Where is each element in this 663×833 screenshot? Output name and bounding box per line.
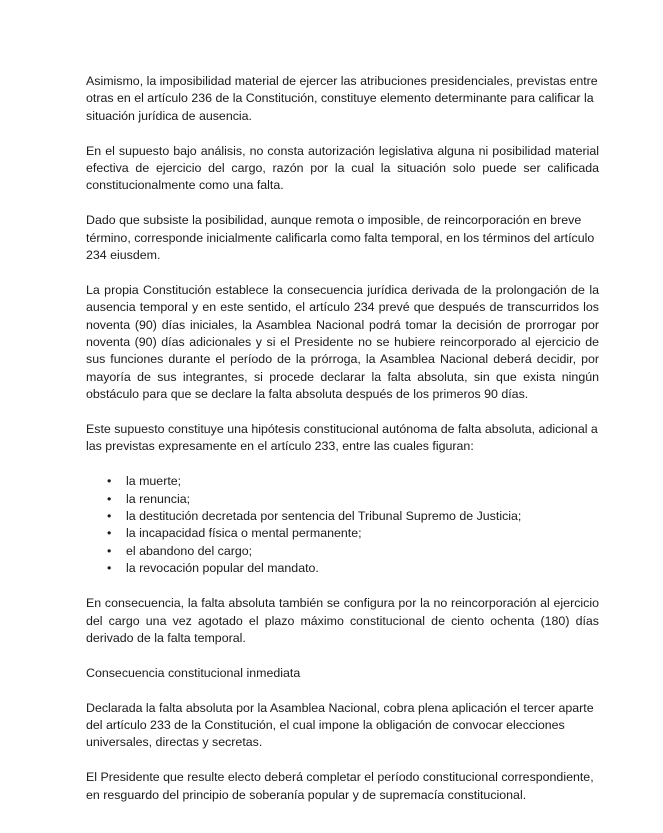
list-item-text: la destitución decretada por sentencia del Tribunal Supremo de Justicia; xyxy=(126,509,522,524)
section-heading: Consecuencia constitucional inmediata xyxy=(86,665,301,680)
paragraph-prolongacion-ausencia: La propia Constitución establece la consecuencia jurídica derivada de la prolongación de la ausencia temporal y en este sentido, el artículo 234 prevé que después de transcurridos los noventa (90) días iniciales, la Asamblea Nacional podrá tomar la decisión de prorrogar por noventa (90) días adicionales y si el Presidente no se hubiere reincorporado al ejercicio de sus funciones durante el período de la prórroga, la Asamblea Nacional deberá decidir, por mayoría de sus integrantes, si procede declarar la falta absoluta, sin que exista ningún obstáculo para que se declare la falta absoluta después de los primeros 90 días. xyxy=(86,282,599,402)
list-item xyxy=(86,473,599,490)
paragraph-supuesto-analisis: En el supuesto bajo análisis, no consta autorización legislativa alguna ni posibilidad material efectiva de ejercicio del cargo, razón por la cual la situación solo puede ser calificada constitucionalmente como una falta. xyxy=(86,143,599,193)
list-item xyxy=(86,508,599,525)
paragraph-convocar-elecciones: Declarada la falta absoluta por la Asamblea Nacional, cobra plena aplicación el tercer aparte del artículo 233 de la Constitución, el cual impone la obligación de convocar elecciones universales, directas y secretas. xyxy=(86,700,594,750)
bullet-icon: • xyxy=(107,543,112,558)
bullet-icon: • xyxy=(107,491,112,506)
list-item-text: el abandono del cargo; xyxy=(126,543,253,558)
list-item xyxy=(86,525,599,542)
paragraph-ausencia-material: Asimismo, la imposibilidad material de ejercer las atribuciones presidenciales, previstas entre otras en el artículo 236 de la Constitución, constituye elemento determinante para calificar la situación jurídica de ausencia. xyxy=(86,74,598,123)
list-item-text: la revocación popular del mandato. xyxy=(126,561,319,576)
paragraph-no-reincorporacion: En consecuencia, la falta absoluta también se configura por la no reincorporación al ejercicio del cargo una vez agotado el plazo máximo constitucional de ciento ochenta (180) días derivado de la falta temporal. xyxy=(86,596,599,645)
paragraph-presidente-electo: El Presidente que resulte electo deberá completar el período constitucional correspondiente, en resguardo del principio de soberanía popular y de supremacía constitucional. xyxy=(86,770,594,802)
list-item xyxy=(86,560,599,577)
list-item-text: la incapacidad física o mental permanente; xyxy=(126,526,362,541)
faltas-absolutas-list xyxy=(86,473,599,577)
list-item-text: la muerte; xyxy=(126,474,182,489)
bullet-icon: • xyxy=(107,561,112,576)
paragraph-hipotesis-autonoma: Este supuesto constituye una hipótesis constitucional autónoma de falta absoluta, adicional a las previstas expresamente en el artículo 233, entre las cuales figuran: xyxy=(86,422,598,454)
paragraph-falta-temporal: Dado que subsiste la posibilidad, aunque remota o imposible, de reincorporación en breve término, corresponde inicialmente calificarla como falta temporal, en los términos del artículo 234 eiusdem. xyxy=(86,213,595,263)
list-item-text: la renuncia; xyxy=(126,491,191,506)
document-page xyxy=(86,73,599,821)
list-item xyxy=(86,491,599,508)
bullet-icon: • xyxy=(107,526,112,541)
bullet-icon: • xyxy=(107,509,112,524)
list-item xyxy=(86,543,599,560)
bullet-icon: • xyxy=(107,474,112,489)
